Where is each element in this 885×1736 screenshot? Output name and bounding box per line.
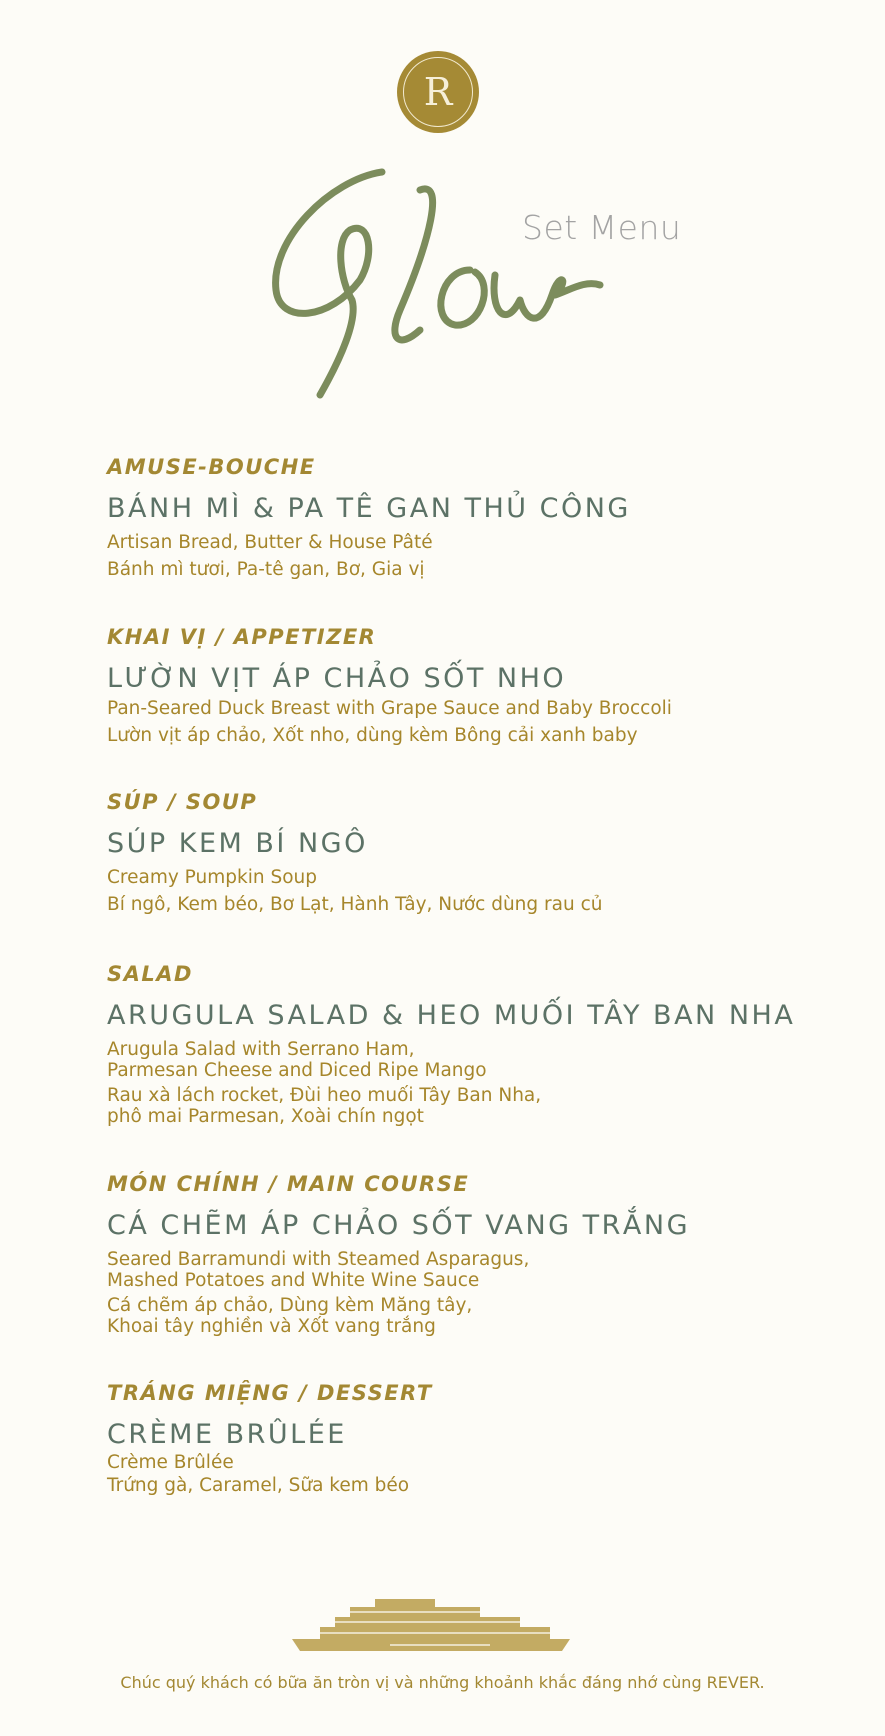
course-dish-title: ARUGULA SALAD & HEO MUỐI TÂY BAN NHA — [107, 1000, 796, 1031]
course-english-desc: Pan-Seared Duck Breast with Grape Sauce and Baby Broccoli — [107, 698, 672, 719]
course-dish-title: BÁNH MÌ & PA TÊ GAN THỦ CÔNG — [107, 493, 631, 524]
glow-script-title — [270, 160, 630, 400]
course-category: SÚP / SOUP — [107, 790, 258, 814]
course-vietnamese-desc-line-2: Khoai tây nghiền và Xốt vang trắng — [107, 1316, 436, 1337]
course-english-desc: Artisan Bread, Butter & House Pâté — [107, 532, 433, 553]
course-english-desc-line-1: Arugula Salad with Serrano Ham, — [107, 1039, 415, 1060]
course-dish-title: LƯỜN VỊT ÁP CHẢO SỐT NHO — [107, 663, 567, 694]
course-english-desc: Crème Brûlée — [107, 1452, 234, 1473]
course-vietnamese-desc-line-1: Rau xà lách rocket, Đùi heo muối Tây Ban Nha, — [107, 1085, 542, 1106]
course-salad — [107, 962, 827, 1127]
logo-letter: R — [403, 57, 473, 127]
course-english-desc: Creamy Pumpkin Soup — [107, 867, 317, 888]
course-vietnamese-desc: Lườn vịt áp chảo, Xốt nho, dùng kèm Bông cải xanh baby — [107, 725, 638, 746]
course-english-desc-line-2: Mashed Potatoes and White Wine Sauce — [107, 1270, 480, 1291]
course-soup — [107, 790, 827, 915]
course-vietnamese-desc: Bánh mì tươi, Pa-tê gan, Bơ, Gia vị — [107, 559, 425, 580]
course-appetizer — [107, 625, 827, 746]
course-dessert — [107, 1381, 827, 1496]
course-category: SALAD — [107, 962, 193, 986]
course-vietnamese-desc: Bí ngô, Kem béo, Bơ Lạt, Hành Tây, Nước dùng rau củ — [107, 894, 603, 915]
course-category: MÓN CHÍNH / MAIN COURSE — [107, 1172, 470, 1196]
set-menu-subtitle: Set Menu — [522, 208, 682, 247]
ship-illustration — [290, 1595, 580, 1655]
course-english-desc-line-1: Seared Barramundi with Steamed Asparagus, — [107, 1249, 530, 1270]
rever-logo-icon — [397, 51, 479, 133]
footer-message: Chúc quý khách có bữa ăn tròn vị và những khoảnh khắc đáng nhớ cùng REVER. — [120, 1673, 765, 1692]
course-vietnamese-desc-line-2: phô mai Parmesan, Xoài chín ngọt — [107, 1106, 424, 1127]
course-category: AMUSE-BOUCHE — [107, 455, 316, 479]
course-dish-title: CRÈME BRÛLÉE — [107, 1419, 347, 1450]
course-amuse-bouche — [107, 455, 827, 580]
course-category: TRÁNG MIỆNG / DESSERT — [107, 1381, 433, 1405]
course-category: KHAI VỊ / APPETIZER — [107, 625, 377, 649]
course-dish-title: CÁ CHẼM ÁP CHẢO SỐT VANG TRẮNG — [107, 1210, 691, 1241]
course-vietnamese-desc: Trứng gà, Caramel, Sữa kem béo — [107, 1475, 410, 1496]
course-dish-title: SÚP KEM BÍ NGÔ — [107, 828, 368, 859]
course-vietnamese-desc-line-1: Cá chẽm áp chảo, Dùng kèm Măng tây, — [107, 1295, 473, 1316]
course-main — [107, 1172, 827, 1337]
course-english-desc-line-2: Parmesan Cheese and Diced Ripe Mango — [107, 1060, 487, 1081]
